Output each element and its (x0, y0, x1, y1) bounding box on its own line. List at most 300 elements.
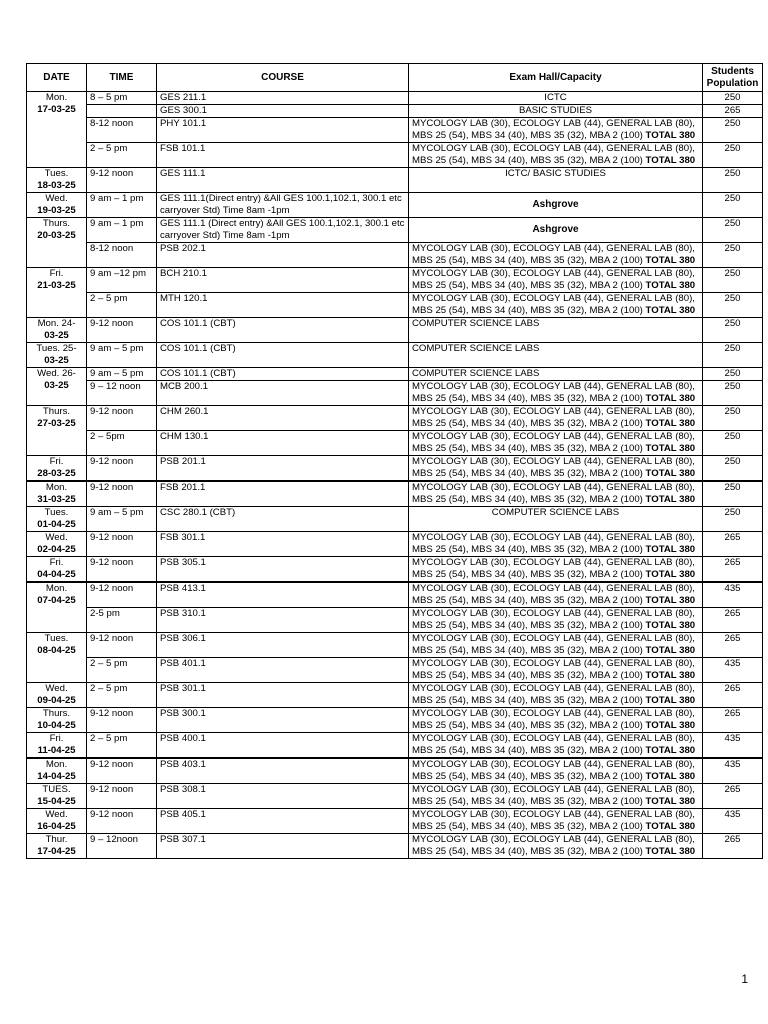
population-cell: 250 (703, 431, 763, 456)
time-cell: 9-12 noon (87, 532, 157, 557)
hall-line: MYCOLOGY LAB (30), ECOLOGY LAB (44), GENERAL LAB (80), (412, 809, 695, 820)
date-cell (27, 633, 87, 683)
date-day: TUES. (42, 784, 71, 795)
hall-line: MBS 25 (54), MBS 34 (40), MBS 35 (32), MBA 2 (100) (412, 280, 646, 291)
date-cell (27, 507, 87, 532)
date-value: 03-25 (44, 355, 69, 366)
time-cell: 2 – 5 pm (87, 733, 157, 759)
hall-total: TOTAL 380 (645, 695, 696, 706)
course-cell: PSB 202.1 (157, 243, 409, 268)
course-cell: PSB 306.1 (157, 633, 409, 658)
date-cell (27, 809, 87, 834)
hall-total: TOTAL 380 (645, 393, 696, 404)
time-cell: 9 – 12noon (87, 834, 157, 859)
date-cell (27, 92, 87, 168)
date-cell (27, 758, 87, 784)
population-cell: 435 (703, 733, 763, 759)
population-cell: 435 (703, 582, 763, 608)
table-row (27, 784, 763, 809)
time-cell: 9 am –12 pm (87, 268, 157, 293)
date-value: 18-03-25 (37, 180, 76, 191)
table-row (27, 243, 763, 268)
population-cell: 250 (703, 368, 763, 381)
hall-cell (409, 293, 703, 318)
date-cell (27, 708, 87, 733)
date-value: 08-04-25 (37, 645, 76, 656)
course-cell: PSB 403.1 (157, 758, 409, 784)
header-students-line1: Students (711, 65, 754, 77)
population-cell: 265 (703, 532, 763, 557)
date-day: Thur. (45, 834, 68, 845)
date-value: 11-04-25 (37, 745, 76, 756)
time-cell: 9-12 noon (87, 168, 157, 193)
course-cell: BCH 210.1 (157, 268, 409, 293)
hall-cell: COMPUTER SCIENCE LABS (409, 343, 703, 368)
course-cell: PSB 307.1 (157, 834, 409, 859)
header-students (703, 64, 763, 92)
table-row (27, 733, 763, 759)
course-cell: PSB 413.1 (157, 582, 409, 608)
course-cell: GES 111.1(Direct entry) &All GES 100.1,102.1, 300.1 etc carryover Std) Time 8am -1pm (157, 193, 409, 218)
hall-cell (409, 532, 703, 557)
hall-line: MYCOLOGY LAB (30), ECOLOGY LAB (44), GENERAL LAB (80), (412, 293, 695, 304)
hall-total: TOTAL 380 (645, 155, 696, 166)
hall-line: MYCOLOGY LAB (30), ECOLOGY LAB (44), GENERAL LAB (80), (412, 557, 695, 568)
date-value: 16-04-25 (37, 821, 76, 832)
table-row (27, 318, 763, 343)
time-cell: 9-12 noon (87, 633, 157, 658)
course-cell: GES 211.1 (157, 92, 409, 105)
hall-total: TOTAL 380 (645, 443, 696, 454)
date-day: Tues. (44, 168, 69, 179)
hall-total: TOTAL 380 (645, 821, 696, 832)
hall-total: TOTAL 380 (645, 569, 696, 580)
time-cell: 2 – 5 pm (87, 658, 157, 683)
hall-cell (409, 456, 703, 482)
date-day: Thurs. (42, 406, 71, 417)
date-value: 07-04-25 (37, 595, 76, 606)
hall-line: MBS 25 (54), MBS 34 (40), MBS 35 (32), MBA 2 (100) (412, 544, 646, 555)
hall-total: TOTAL 380 (645, 846, 696, 857)
header-date: DATE (27, 64, 87, 92)
date-cell (27, 582, 87, 633)
course-cell: FSB 301.1 (157, 532, 409, 557)
course-cell: FSB 101.1 (157, 143, 409, 168)
date-value: 03-25 (44, 330, 69, 341)
hall-line: MYCOLOGY LAB (30), ECOLOGY LAB (44), GENERAL LAB (80), (412, 633, 695, 644)
hall-line: MYCOLOGY LAB (30), ECOLOGY LAB (44), GENERAL LAB (80), (412, 143, 695, 154)
hall-cell: Ashgrove (409, 193, 703, 218)
time-cell: 2 – 5 pm (87, 143, 157, 168)
date-cell (27, 318, 87, 343)
population-cell: 250 (703, 193, 763, 218)
hall-total: TOTAL 380 (645, 620, 696, 631)
date-cell (27, 406, 87, 456)
hall-cell (409, 784, 703, 809)
table-row (27, 268, 763, 293)
date-cell (27, 784, 87, 809)
hall-line: MBS 25 (54), MBS 34 (40), MBS 35 (32), MBA 2 (100) (412, 155, 646, 166)
table-row (27, 368, 763, 381)
hall-cell (409, 658, 703, 683)
time-cell: 9-12 noon (87, 708, 157, 733)
hall-line: MBS 25 (54), MBS 34 (40), MBS 35 (32), MBA 2 (100) (412, 418, 646, 429)
course-cell: PSB 301.1 (157, 683, 409, 708)
table-row (27, 708, 763, 733)
table-row (27, 809, 763, 834)
hall-line: MYCOLOGY LAB (30), ECOLOGY LAB (44), GENERAL LAB (80), (412, 583, 695, 594)
course-cell: PHY 101.1 (157, 118, 409, 143)
course-cell: GES 111.1 (157, 168, 409, 193)
hall-cell: BASIC STUDIES (409, 105, 703, 118)
population-cell: 250 (703, 456, 763, 482)
hall-line: MBS 25 (54), MBS 34 (40), MBS 35 (32), MBA 2 (100) (412, 130, 646, 141)
date-day: Mon. (45, 759, 68, 770)
time-cell: 8-12 noon (87, 243, 157, 268)
time-cell: 9-12 noon (87, 481, 157, 507)
date-value: 14-04-25 (37, 771, 76, 782)
hall-total: TOTAL 380 (645, 544, 696, 555)
date-cell (27, 456, 87, 482)
population-cell: 250 (703, 92, 763, 105)
population-cell: 250 (703, 143, 763, 168)
table-row (27, 343, 763, 368)
hall-cell (409, 406, 703, 431)
table-row (27, 507, 763, 532)
date-cell (27, 683, 87, 708)
time-cell: 2 – 5 pm (87, 683, 157, 708)
time-cell: 9 am – 5 pm (87, 507, 157, 532)
date-value: 20-03-25 (37, 230, 76, 241)
hall-cell (409, 582, 703, 608)
hall-line: MBS 25 (54), MBS 34 (40), MBS 35 (32), MBA 2 (100) (412, 821, 646, 832)
hall-cell (409, 243, 703, 268)
population-cell: 250 (703, 268, 763, 293)
timetable-body (27, 92, 763, 859)
hall-cell (409, 708, 703, 733)
population-cell: 265 (703, 834, 763, 859)
hall-total: TOTAL 380 (645, 720, 696, 731)
date-day: Wed. 26- (37, 368, 76, 379)
table-row (27, 293, 763, 318)
course-cell: PSB 308.1 (157, 784, 409, 809)
table-row (27, 143, 763, 168)
hall-line: MYCOLOGY LAB (30), ECOLOGY LAB (44), GENERAL LAB (80), (412, 456, 695, 467)
population-cell: 250 (703, 481, 763, 507)
header-row (27, 64, 763, 92)
hall-cell: COMPUTER SCIENCE LABS (409, 318, 703, 343)
date-cell (27, 268, 87, 318)
table-row (27, 582, 763, 608)
date-day: Fri. (49, 268, 64, 279)
hall-cell (409, 758, 703, 784)
hall-cell: COMPUTER SCIENCE LABS (409, 507, 703, 532)
time-cell: 2 – 5 pm (87, 293, 157, 318)
population-cell: 250 (703, 406, 763, 431)
date-day: Wed. (45, 809, 68, 820)
course-cell: FSB 201.1 (157, 481, 409, 507)
time-cell: 9-12 noon (87, 784, 157, 809)
date-day: Thurs. (42, 708, 71, 719)
hall-line: MBS 25 (54), MBS 34 (40), MBS 35 (32), MBA 2 (100) (412, 745, 646, 756)
date-value: 10-04-25 (37, 720, 76, 731)
population-cell: 435 (703, 758, 763, 784)
hall-cell (409, 381, 703, 406)
hall-line: MBS 25 (54), MBS 34 (40), MBS 35 (32), MBA 2 (100) (412, 796, 646, 807)
date-value: 03-25 (44, 380, 69, 391)
hall-line: MBS 25 (54), MBS 34 (40), MBS 35 (32), MBA 2 (100) (412, 255, 646, 266)
hall-cell: ICTC/ BASIC STUDIES (409, 168, 703, 193)
hall-line: MYCOLOGY LAB (30), ECOLOGY LAB (44), GENERAL LAB (80), (412, 406, 695, 417)
population-cell: 435 (703, 809, 763, 834)
table-row (27, 758, 763, 784)
hall-total: TOTAL 380 (645, 130, 696, 141)
hall-total: TOTAL 380 (645, 494, 696, 505)
course-cell: COS 101.1 (CBT) (157, 368, 409, 381)
hall-cell (409, 557, 703, 583)
header-time: TIME (87, 64, 157, 92)
hall-cell (409, 809, 703, 834)
hall-line: MYCOLOGY LAB (30), ECOLOGY LAB (44), GENERAL LAB (80), (412, 381, 695, 392)
date-day: Mon. 24- (37, 318, 76, 329)
hall-line: MYCOLOGY LAB (30), ECOLOGY LAB (44), GENERAL LAB (80), (412, 431, 695, 442)
date-day: Fri. (49, 456, 64, 467)
date-day: Tues. (44, 633, 69, 644)
table-row (27, 381, 763, 406)
time-cell: 9 am – 1 pm (87, 218, 157, 243)
date-cell (27, 168, 87, 193)
population-cell: 250 (703, 381, 763, 406)
hall-line: MBS 25 (54), MBS 34 (40), MBS 35 (32), MBA 2 (100) (412, 846, 646, 857)
date-value: 21-03-25 (37, 280, 76, 291)
hall-cell (409, 268, 703, 293)
population-cell: 250 (703, 318, 763, 343)
date-day: Wed. (45, 532, 68, 543)
date-cell (27, 343, 87, 368)
date-day: Mon. (45, 482, 68, 493)
hall-cell: Ashgrove (409, 218, 703, 243)
hall-line: MBS 25 (54), MBS 34 (40), MBS 35 (32), MBA 2 (100) (412, 595, 646, 606)
population-cell: 250 (703, 243, 763, 268)
date-day: Fri. (49, 557, 64, 568)
date-cell (27, 218, 87, 268)
course-cell: PSB 400.1 (157, 733, 409, 759)
date-day: Thurs. (42, 218, 71, 229)
course-cell: CSC 280.1 (CBT) (157, 507, 409, 532)
hall-line: MBS 25 (54), MBS 34 (40), MBS 35 (32), MBA 2 (100) (412, 494, 646, 505)
date-day: Mon. (45, 583, 68, 594)
time-cell: 9 am – 5 pm (87, 368, 157, 381)
table-row (27, 557, 763, 583)
population-cell: 250 (703, 507, 763, 532)
population-cell: 265 (703, 557, 763, 583)
hall-cell (409, 143, 703, 168)
date-value: 02-04-25 (37, 544, 76, 555)
time-cell: 9 – 12 noon (87, 381, 157, 406)
hall-cell: ICTC (409, 92, 703, 105)
hall-line: MYCOLOGY LAB (30), ECOLOGY LAB (44), GENERAL LAB (80), (412, 708, 695, 719)
date-cell (27, 733, 87, 759)
course-cell: CHM 260.1 (157, 406, 409, 431)
hall-total: TOTAL 380 (645, 670, 696, 681)
hall-total: TOTAL 380 (645, 771, 696, 782)
hall-line: MYCOLOGY LAB (30), ECOLOGY LAB (44), GENERAL LAB (80), (412, 759, 695, 770)
hall-line: MYCOLOGY LAB (30), ECOLOGY LAB (44), GENERAL LAB (80), (412, 608, 695, 619)
hall-cell (409, 733, 703, 759)
table-row (27, 683, 763, 708)
time-cell: 9-12 noon (87, 582, 157, 608)
hall-line: MYCOLOGY LAB (30), ECOLOGY LAB (44), GENERAL LAB (80), (412, 658, 695, 669)
exam-timetable (26, 63, 763, 859)
population-cell: 265 (703, 633, 763, 658)
hall-line: MYCOLOGY LAB (30), ECOLOGY LAB (44), GENERAL LAB (80), (412, 243, 695, 254)
table-row (27, 168, 763, 193)
population-cell: 435 (703, 658, 763, 683)
hall-line: MYCOLOGY LAB (30), ECOLOGY LAB (44), GENERAL LAB (80), (412, 532, 695, 543)
date-day: Tues. (44, 507, 69, 518)
date-cell (27, 193, 87, 218)
header-hall: Exam Hall/Capacity (409, 64, 703, 92)
header-students-line2: Population (706, 77, 759, 89)
date-value: 17-04-25 (37, 846, 76, 857)
hall-total: TOTAL 380 (645, 468, 696, 479)
course-cell: PSB 201.1 (157, 456, 409, 482)
population-cell: 250 (703, 218, 763, 243)
hall-line: MBS 25 (54), MBS 34 (40), MBS 35 (32), MBA 2 (100) (412, 645, 646, 656)
hall-total: TOTAL 380 (645, 305, 696, 316)
population-cell: 250 (703, 293, 763, 318)
time-cell: 9 am – 5 pm (87, 343, 157, 368)
hall-line: MBS 25 (54), MBS 34 (40), MBS 35 (32), MBA 2 (100) (412, 443, 646, 454)
hall-total: TOTAL 380 (645, 280, 696, 291)
table-row (27, 92, 763, 105)
hall-cell: COMPUTER SCIENCE LABS (409, 368, 703, 381)
table-row (27, 193, 763, 218)
hall-total: TOTAL 380 (645, 796, 696, 807)
course-cell: MCB 200.1 (157, 381, 409, 406)
time-cell: 9-12 noon (87, 318, 157, 343)
population-cell: 265 (703, 105, 763, 118)
page-number: 1 (741, 972, 748, 986)
hall-line: MYCOLOGY LAB (30), ECOLOGY LAB (44), GENERAL LAB (80), (412, 118, 695, 129)
population-cell: 265 (703, 708, 763, 733)
date-value: 17-03-25 (37, 104, 76, 115)
hall-line: MBS 25 (54), MBS 34 (40), MBS 35 (32), MBA 2 (100) (412, 771, 646, 782)
table-row (27, 532, 763, 557)
time-cell: 9-12 noon (87, 456, 157, 482)
hall-line: MYCOLOGY LAB (30), ECOLOGY LAB (44), GENERAL LAB (80), (412, 784, 695, 795)
time-cell: 9 am – 1 pm (87, 193, 157, 218)
hall-cell (409, 633, 703, 658)
course-cell: GES 300.1 (157, 105, 409, 118)
date-day: Wed. (45, 683, 68, 694)
table-row (27, 481, 763, 507)
date-cell (27, 481, 87, 507)
date-value: 19-03-25 (37, 205, 76, 216)
date-value: 01-04-25 (37, 519, 76, 530)
time-cell (87, 105, 157, 118)
table-row (27, 118, 763, 143)
date-day: Fri. (49, 733, 64, 744)
hall-line: MBS 25 (54), MBS 34 (40), MBS 35 (32), MBA 2 (100) (412, 569, 646, 580)
date-value: 09-04-25 (37, 695, 76, 706)
header-course: COURSE (157, 64, 409, 92)
date-cell (27, 532, 87, 557)
course-cell: PSB 401.1 (157, 658, 409, 683)
date-cell (27, 368, 87, 406)
time-cell: 9-12 noon (87, 809, 157, 834)
table-row (27, 406, 763, 431)
hall-cell (409, 683, 703, 708)
course-cell: PSB 300.1 (157, 708, 409, 733)
course-cell: COS 101.1 (CBT) (157, 318, 409, 343)
population-cell: 250 (703, 168, 763, 193)
time-cell: 9-12 noon (87, 557, 157, 583)
course-cell: PSB 305.1 (157, 557, 409, 583)
table-row (27, 105, 763, 118)
table-row (27, 218, 763, 243)
date-value: 15-04-25 (37, 796, 76, 807)
course-cell: PSB 310.1 (157, 608, 409, 633)
hall-cell (409, 608, 703, 633)
date-value: 31-03-25 (37, 494, 76, 505)
course-cell: CHM 130.1 (157, 431, 409, 456)
date-value: 04-04-25 (37, 569, 76, 580)
date-value: 27-03-25 (37, 418, 76, 429)
hall-line: MBS 25 (54), MBS 34 (40), MBS 35 (32), MBA 2 (100) (412, 305, 646, 316)
course-cell: MTH 120.1 (157, 293, 409, 318)
date-day: Mon. (45, 92, 68, 103)
hall-cell (409, 481, 703, 507)
hall-line: MYCOLOGY LAB (30), ECOLOGY LAB (44), GENERAL LAB (80), (412, 268, 695, 279)
hall-line: MYCOLOGY LAB (30), ECOLOGY LAB (44), GENERAL LAB (80), (412, 683, 695, 694)
hall-total: TOTAL 380 (645, 595, 696, 606)
population-cell: 265 (703, 608, 763, 633)
hall-line: MYCOLOGY LAB (30), ECOLOGY LAB (44), GENERAL LAB (80), (412, 834, 695, 845)
date-cell (27, 557, 87, 583)
hall-line: MYCOLOGY LAB (30), ECOLOGY LAB (44), GENERAL LAB (80), (412, 733, 695, 744)
course-cell: PSB 405.1 (157, 809, 409, 834)
hall-total: TOTAL 380 (645, 418, 696, 429)
hall-line: MBS 25 (54), MBS 34 (40), MBS 35 (32), MBA 2 (100) (412, 695, 646, 706)
time-cell: 9-12 noon (87, 406, 157, 431)
date-cell (27, 834, 87, 859)
table-row (27, 456, 763, 482)
time-cell: 2 – 5pm (87, 431, 157, 456)
hall-line: MYCOLOGY LAB (30), ECOLOGY LAB (44), GENERAL LAB (80), (412, 482, 695, 493)
date-day: Wed. (45, 193, 68, 204)
date-value: 28-03-25 (37, 468, 76, 479)
population-cell: 250 (703, 343, 763, 368)
table-row (27, 633, 763, 658)
time-cell: 2-5 pm (87, 608, 157, 633)
course-cell: COS 101.1 (CBT) (157, 343, 409, 368)
hall-line: MBS 25 (54), MBS 34 (40), MBS 35 (32), MBA 2 (100) (412, 468, 646, 479)
table-row (27, 608, 763, 633)
population-cell: 250 (703, 118, 763, 143)
hall-total: TOTAL 380 (645, 645, 696, 656)
hall-cell (409, 834, 703, 859)
date-day: Tues. 25- (36, 343, 77, 354)
hall-line: MBS 25 (54), MBS 34 (40), MBS 35 (32), MBA 2 (100) (412, 620, 646, 631)
table-row (27, 431, 763, 456)
time-cell: 8-12 noon (87, 118, 157, 143)
population-cell: 265 (703, 784, 763, 809)
time-cell: 8 – 5 pm (87, 92, 157, 105)
hall-total: TOTAL 380 (645, 255, 696, 266)
table-row (27, 658, 763, 683)
hall-line: MBS 25 (54), MBS 34 (40), MBS 35 (32), MBA 2 (100) (412, 720, 646, 731)
